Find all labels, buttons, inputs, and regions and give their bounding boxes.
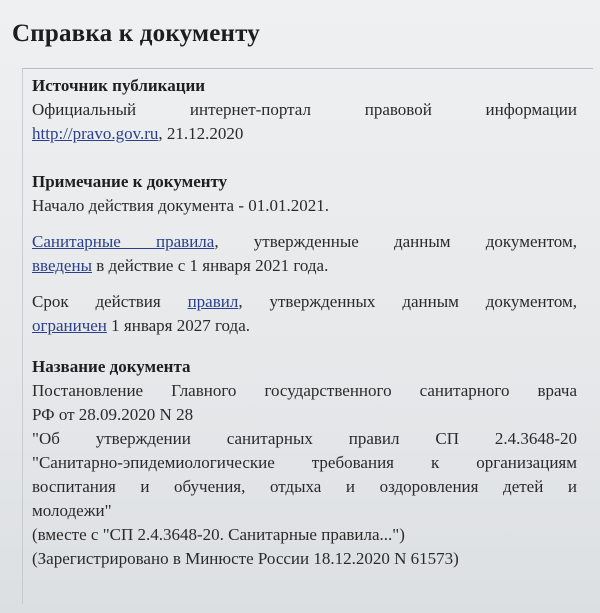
para1-text2: в действие с 1 января 2021 года.: [92, 256, 329, 275]
source-url-link[interactable]: http://pravo.gov.ru: [32, 124, 159, 143]
page-title: Справка к документу: [12, 20, 260, 47]
note-paragraph-2-line-1: [32, 290, 577, 314]
para2-text3: 1 января 2027 года.: [106, 316, 250, 335]
note-paragraph-1: [32, 230, 577, 278]
source-line: Официальный интернет-портал правовой информации: [32, 100, 577, 119]
rules-link[interactable]: правил: [187, 292, 239, 311]
docname-line: РФ от 28.09.2020 N 28: [32, 405, 194, 424]
note-paragraph-1-line-2: [32, 254, 577, 278]
note-paragraph-2: [32, 290, 577, 338]
docname-line: (Зарегистрировано в Минюсте России 18.12.2020 N 61573): [32, 549, 459, 568]
para2-text2: , утвержденных данным документом,: [238, 292, 578, 311]
limited-link[interactable]: ограничен: [32, 316, 107, 335]
note-section: [32, 170, 577, 218]
note-paragraph-1-line-1: [32, 230, 577, 254]
docname-line: Постановление Главного государственного санитарного врача: [32, 381, 577, 400]
docname-heading: Название документа: [32, 357, 191, 376]
sanitary-rules-link[interactable]: Санитарные правила: [32, 232, 215, 251]
docname-line: (вместе с "СП 2.4.3648-20. Санитарные правила..."): [32, 525, 405, 544]
docname-line: молодежи": [32, 501, 112, 520]
note-paragraph-2-line-2: [32, 314, 577, 338]
note-heading: Примечание к документу: [32, 172, 228, 191]
docname-line: "Об утверждении санитарных правил СП 2.4.3648-20: [32, 429, 577, 448]
note-start: Начало действия документа - 01.01.2021.: [32, 196, 330, 215]
source-date: , 21.12.2020: [158, 124, 244, 143]
source-url-line: [32, 122, 577, 146]
source-section: [32, 74, 577, 146]
introduced-link[interactable]: введены: [32, 256, 92, 275]
docname-section: [32, 355, 577, 571]
docname-line: "Санитарно-эпидемиологические требования к организациям: [32, 453, 577, 472]
para1-text1: , утвержденные данным документом,: [214, 232, 577, 251]
source-heading: Источник публикации: [32, 76, 206, 95]
docname-line: воспитания и обучения, отдыха и оздоровления детей и: [32, 477, 577, 496]
para2-text1: Срок действия: [32, 292, 188, 311]
